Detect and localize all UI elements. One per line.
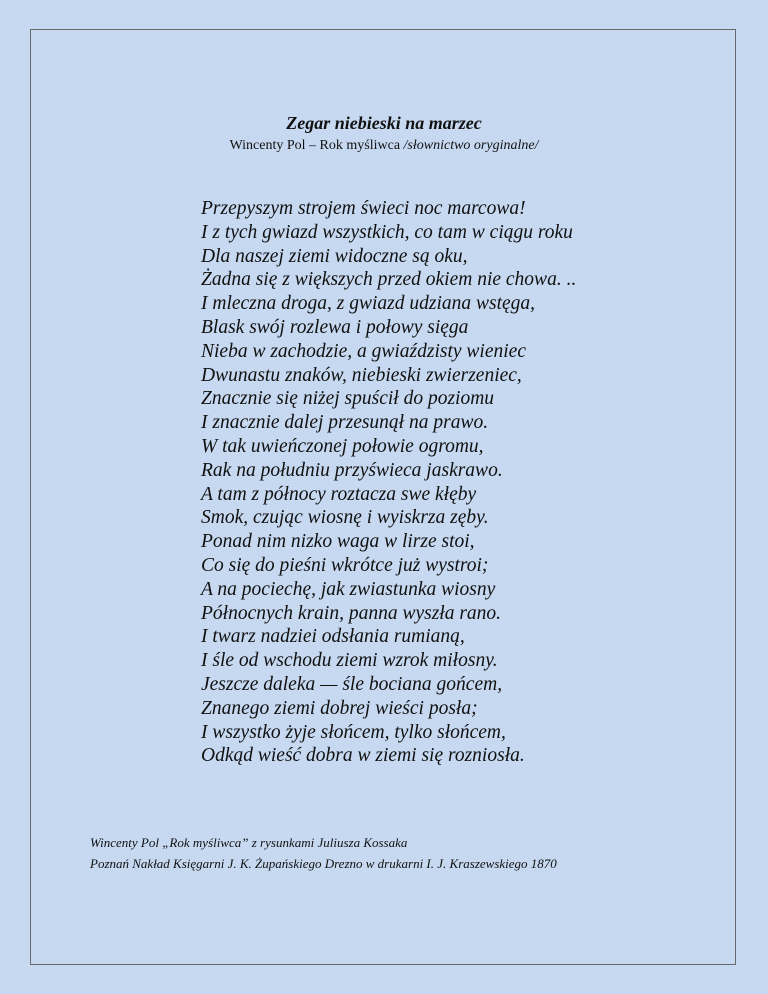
document-subtitle: [0, 138, 768, 154]
poem-line: Odkąd wieść dobra w ziemi się rozniosła.: [201, 745, 525, 767]
poem-line: Dla naszej ziemi widoczne są oku,: [201, 245, 468, 267]
subtitle-note: /słownictwo oryginalne/: [403, 138, 539, 153]
poem-line: Znacznie się niżej spuścił do poziomu: [201, 388, 495, 410]
source-citation: [90, 832, 710, 874]
poem-line: I twarz nadziei odsłania rumianą,: [201, 626, 465, 648]
poem-line: Przepyszym strojem świeci noc marcowa!: [201, 198, 526, 219]
poem-line: A tam z północy roztacza swe kłęby: [201, 483, 477, 505]
poem-line: W tak uwieńczonej połowie ogromu,: [201, 435, 484, 457]
poem-line: Znanego ziemi dobrej wieści posła;: [201, 697, 478, 719]
poem-line: Smok, czując wiosnę i wyiskrza zęby.: [201, 507, 489, 529]
poem-line: Jeszcze daleka — śle bociana gońcem,: [201, 673, 503, 695]
poem-line: Rak na południu przyświeca jaskrawo.: [201, 459, 503, 481]
poem-line: Co się do pieśni wkrótce już wystroi;: [201, 554, 489, 576]
poem-line: Żadna się z większych przed okiem nie chowa. ..: [201, 269, 577, 291]
poem-body: [201, 197, 671, 768]
poem-line: A na pociechę, jak zwiastunka wiosny: [201, 578, 496, 600]
poem-line: I śle od wschodu ziemi wzrok miłosny.: [201, 650, 498, 672]
poem-line: I wszystko żyje słońcem, tylko słońcem,: [201, 721, 506, 743]
poem-line: Blask swój rozlewa i połowy sięga: [201, 316, 469, 338]
poem-line: I znacznie dalej przesunął na prawo.: [201, 412, 489, 434]
document-title: Zegar niebieski na marzec: [286, 113, 482, 133]
poem-line: I mleczna droga, z gwiazd udziana wstęga,: [201, 293, 536, 315]
poem-line: Nieba w zachodzie, a gwiaździsty wieniec: [201, 340, 526, 362]
poem-line: Ponad nim nizko waga w lirze stoi,: [201, 531, 475, 553]
subtitle-author-work: Wincenty Pol – Rok myśliwca: [229, 138, 404, 153]
citation-line-book: Wincenty Pol „Rok myśliwca” z rysunkami Juliusza Kossaka: [90, 835, 408, 850]
poem-line: Północnych krain, panna wyszła rano.: [201, 602, 502, 624]
poem-line: Dwunastu znaków, niebieski zwierzeniec,: [201, 364, 522, 386]
poem-line: I z tych gwiazd wszystkich, co tam w ciągu roku: [201, 221, 573, 243]
citation-line-publisher: Poznań Nakład Księgarni J. K. Żupańskiego Drezno w drukarni I. J. Kraszewskiego 1870: [90, 856, 557, 871]
